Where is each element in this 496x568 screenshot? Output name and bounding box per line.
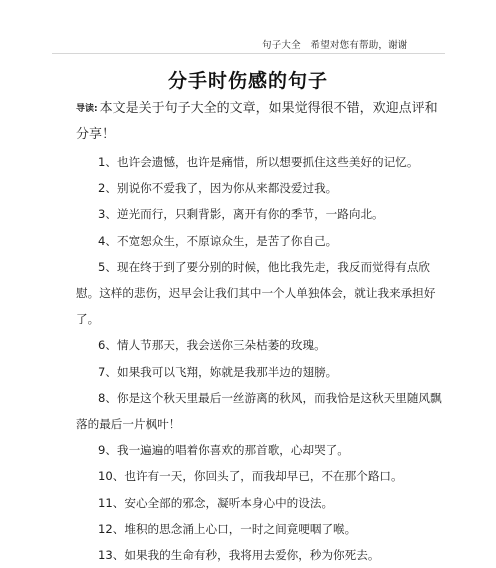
list-item: 8、你是这个秋天里最后一丝游离的秋风，而我恰是这秋天里随风飘落的最后一片枫叶！ <box>76 390 442 432</box>
list-item: 10、也许有一天，你回头了，而我却早已，不在那个路口。 <box>98 469 403 484</box>
list-item: 4、不宽恕众生，不原谅众生，是苦了你自己。 <box>98 233 338 248</box>
list-item: 1、也许会遗憾，也许是痛惜，所以想要抓住这些美好的记忆。 <box>98 155 419 169</box>
list-item: 3、逆光而行，只剩背影，离开有你的季节，一路向北。 <box>98 207 384 222</box>
list-item: 11、安心全部的邪念，凝听本身心中的设法。 <box>98 495 334 510</box>
list-item: 9、我一遍遍的唱着你喜欢的那首歌，心却哭了。 <box>98 443 349 458</box>
intro-label: 导读: <box>76 104 98 114</box>
header-divider <box>52 53 445 54</box>
intro-text: 本文是关于句子大全的文章，如果觉得很不错，欢迎点评和分享！ <box>76 101 438 142</box>
list-item: 2、别说你不爱我了，因为你从来都没爱过我。 <box>98 181 338 196</box>
list-item: 6、情人节那天，我会送你三朵枯萎的玫瑰。 <box>98 338 326 353</box>
list-item: 13、如果我的生命有秒，我将用去爱你，秒为你死去。 <box>98 548 380 563</box>
sentence-list <box>76 149 448 568</box>
header-note: 句子大全 希望对您有帮助，谢谢 <box>262 40 408 51</box>
list-item: 5、现在终于到了要分别的时候，他比我先走，我反而觉得有点欣慰。这样的悲伤，迟早会让我们其中一个人单独体会，就让我来承担好了。 <box>76 259 436 327</box>
page-title: 分手时伤感的句子 <box>167 70 328 92</box>
list-item: 7、如果我可以飞翔，妳就是我那半边的翅膀。 <box>98 364 338 379</box>
list-item: 12、堆积的思念涌上心口，一时之间竟哽咽了喉。 <box>98 521 357 536</box>
intro-paragraph <box>76 96 448 148</box>
